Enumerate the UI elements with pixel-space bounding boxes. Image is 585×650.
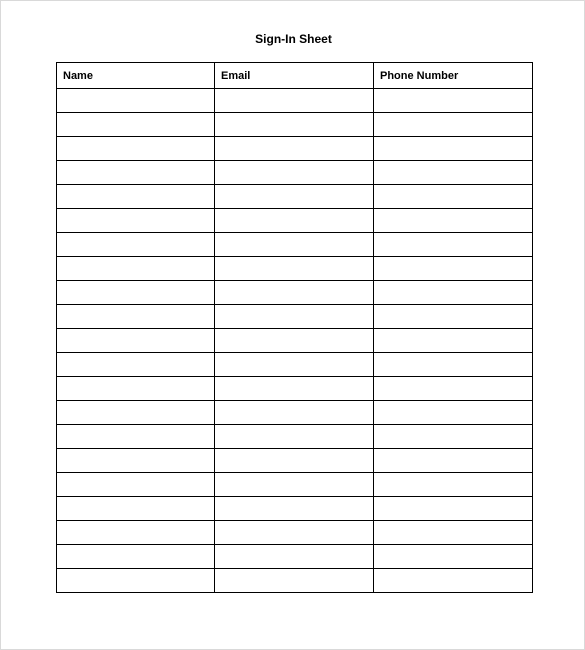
name-cell[interactable]: [57, 281, 215, 305]
email-cell[interactable]: [215, 281, 374, 305]
email-cell[interactable]: [215, 473, 374, 497]
phone-number-cell[interactable]: [374, 329, 533, 353]
email-cell[interactable]: [215, 185, 374, 209]
column-header-name: Name: [57, 63, 215, 89]
table-row: [57, 497, 533, 521]
email-cell[interactable]: [215, 113, 374, 137]
phone-number-cell[interactable]: [374, 209, 533, 233]
table-row: [57, 425, 533, 449]
phone-number-cell[interactable]: [374, 113, 533, 137]
table-row: [57, 209, 533, 233]
phone-number-cell[interactable]: [374, 497, 533, 521]
name-cell[interactable]: [57, 401, 215, 425]
email-cell[interactable]: [215, 137, 374, 161]
table-row: [57, 185, 533, 209]
name-cell[interactable]: [57, 137, 215, 161]
name-cell[interactable]: [57, 257, 215, 281]
table-row: [57, 473, 533, 497]
name-cell[interactable]: [57, 425, 215, 449]
email-cell[interactable]: [215, 329, 374, 353]
phone-number-cell[interactable]: [374, 425, 533, 449]
email-cell[interactable]: [215, 545, 374, 569]
phone-number-cell[interactable]: [374, 377, 533, 401]
email-cell[interactable]: [215, 257, 374, 281]
column-header-email: Email: [215, 63, 374, 89]
email-cell[interactable]: [215, 497, 374, 521]
table-row: [57, 569, 533, 593]
table-row: [57, 113, 533, 137]
name-cell[interactable]: [57, 473, 215, 497]
table-row: [57, 449, 533, 473]
table-row: [57, 401, 533, 425]
name-cell[interactable]: [57, 185, 215, 209]
name-cell[interactable]: [57, 89, 215, 113]
phone-number-cell[interactable]: [374, 545, 533, 569]
name-cell[interactable]: [57, 497, 215, 521]
phone-number-cell[interactable]: [374, 569, 533, 593]
name-cell[interactable]: [57, 329, 215, 353]
phone-number-cell[interactable]: [374, 353, 533, 377]
email-cell[interactable]: [215, 521, 374, 545]
phone-number-cell[interactable]: [374, 185, 533, 209]
phone-number-cell[interactable]: [374, 449, 533, 473]
table-row: [57, 233, 533, 257]
email-cell[interactable]: [215, 233, 374, 257]
name-cell[interactable]: [57, 377, 215, 401]
email-cell[interactable]: [215, 401, 374, 425]
sign-in-table: [56, 62, 533, 593]
table-row: [57, 545, 533, 569]
table-row: [57, 521, 533, 545]
name-cell[interactable]: [57, 521, 215, 545]
phone-number-cell[interactable]: [374, 161, 533, 185]
email-cell[interactable]: [215, 305, 374, 329]
name-cell[interactable]: [57, 545, 215, 569]
phone-number-cell[interactable]: [374, 89, 533, 113]
header-row: [57, 63, 533, 89]
email-cell[interactable]: [215, 161, 374, 185]
name-cell[interactable]: [57, 353, 215, 377]
table-row: [57, 329, 533, 353]
table-row: [57, 305, 533, 329]
email-cell[interactable]: [215, 353, 374, 377]
name-cell[interactable]: [57, 569, 215, 593]
table-row: [57, 161, 533, 185]
phone-number-cell[interactable]: [374, 401, 533, 425]
email-cell[interactable]: [215, 377, 374, 401]
phone-number-cell[interactable]: [374, 305, 533, 329]
phone-number-cell[interactable]: [374, 257, 533, 281]
column-header-phone-number: Phone Number: [374, 63, 533, 89]
page-title: Sign-In Sheet: [255, 32, 332, 46]
name-cell[interactable]: [57, 209, 215, 233]
table-row: [57, 281, 533, 305]
name-cell[interactable]: [57, 161, 215, 185]
name-cell[interactable]: [57, 113, 215, 137]
name-cell[interactable]: [57, 305, 215, 329]
phone-number-cell[interactable]: [374, 521, 533, 545]
table-row: [57, 137, 533, 161]
sign-in-rows: [57, 89, 533, 593]
name-cell[interactable]: [57, 449, 215, 473]
table-row: [57, 353, 533, 377]
phone-number-cell[interactable]: [374, 233, 533, 257]
table-row: [57, 89, 533, 113]
email-cell[interactable]: [215, 569, 374, 593]
table-row: [57, 257, 533, 281]
phone-number-cell[interactable]: [374, 281, 533, 305]
email-cell[interactable]: [215, 89, 374, 113]
phone-number-cell[interactable]: [374, 473, 533, 497]
table-row: [57, 377, 533, 401]
phone-number-cell[interactable]: [374, 137, 533, 161]
email-cell[interactable]: [215, 449, 374, 473]
email-cell[interactable]: [215, 209, 374, 233]
email-cell[interactable]: [215, 425, 374, 449]
name-cell[interactable]: [57, 233, 215, 257]
